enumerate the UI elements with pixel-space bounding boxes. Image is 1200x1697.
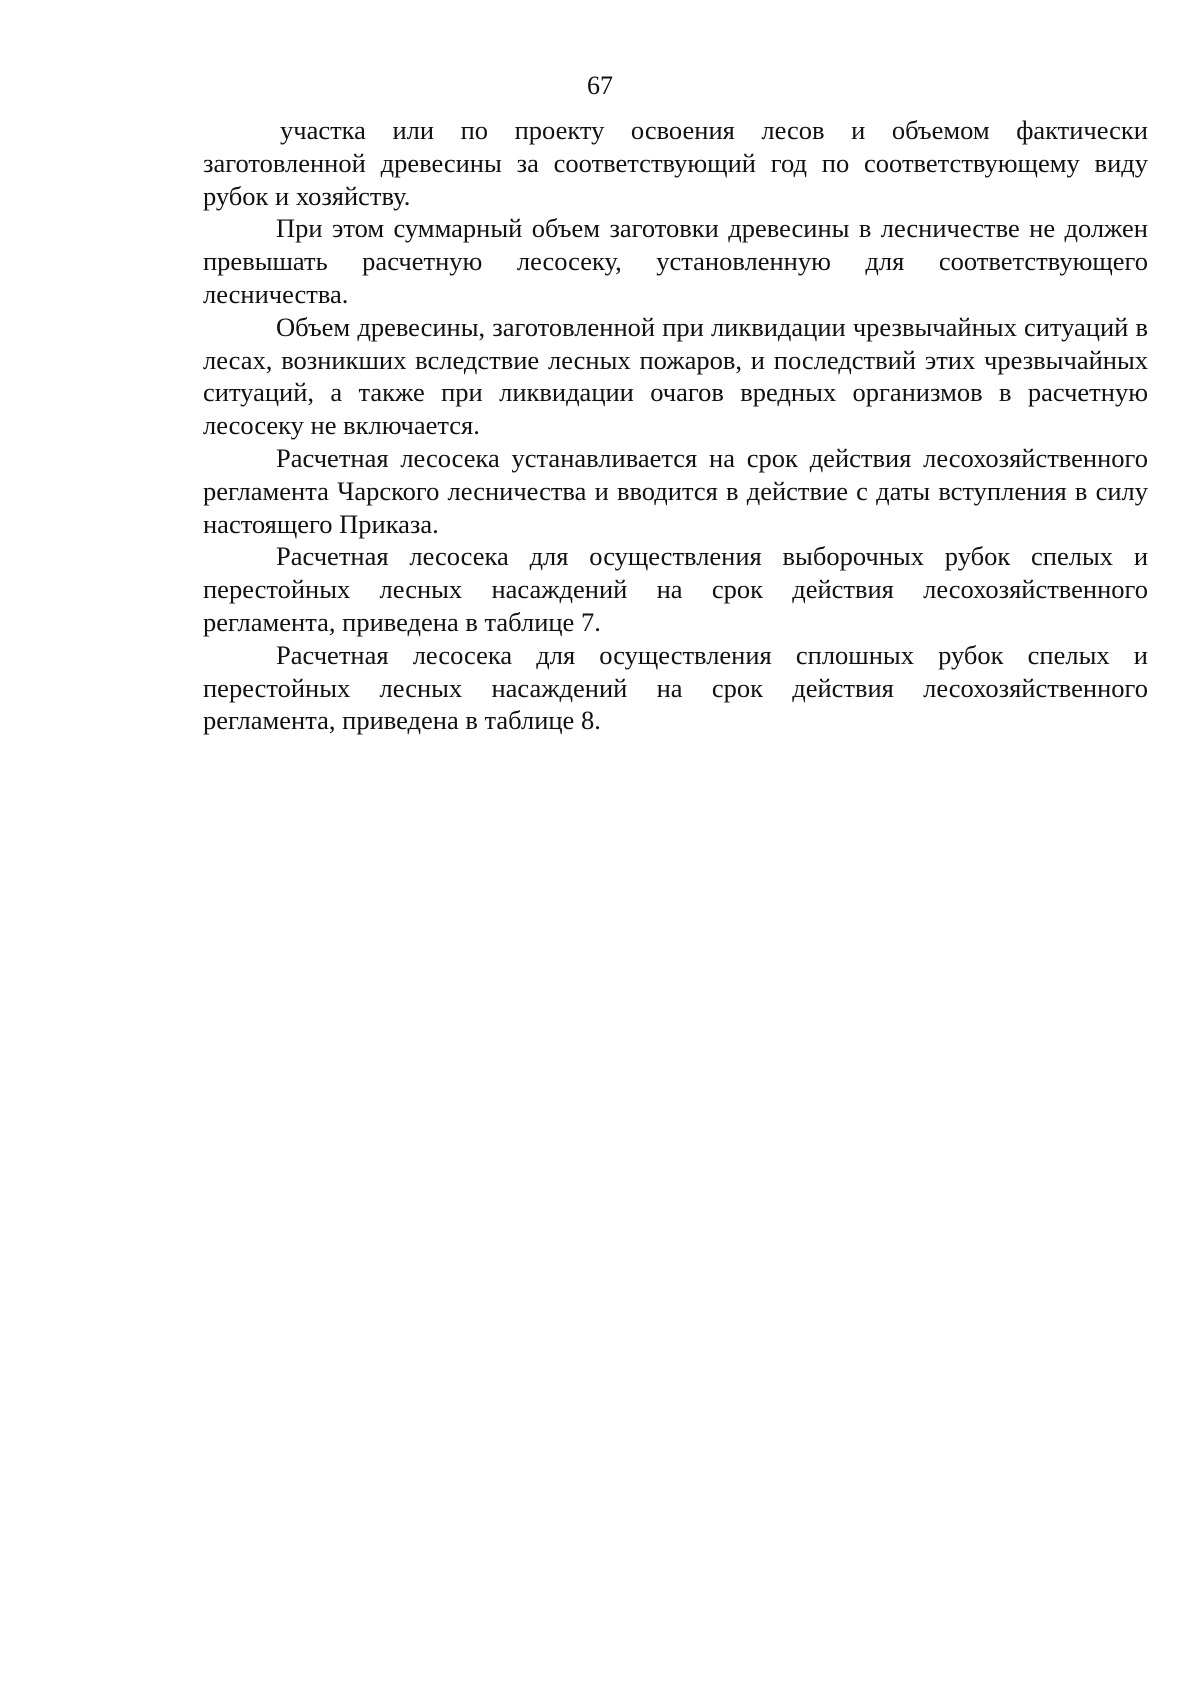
paragraph-validity-term: Расчетная лесосека устанавливается на срок действия лесохозяйственного регламента Чарского лесничества и вводится в действие с даты вступления в силу настоящего Приказа. [203,442,1148,539]
paragraph-selective-felling: Расчетная лесосека для осуществления выборочных рубок спелых и перестойных лесных насаждений на срок действия лесохозяйственного регламента, приведена в таблице 7. [203,541,1148,637]
paragraph-clear-felling: Расчетная лесосека для осуществления сплошных рубок спелых и перестойных лесных насаждений на срок действия лесохозяйственного регламента, приведена в таблице 8. [203,639,1148,736]
body-text [203,114,1148,737]
paragraph-total-volume: При этом суммарный объем заготовки древесины в лесничестве не должен превышать расчетную лесосеку, установленную для соответствующего лесничества. [203,213,1148,309]
paragraph-emergency-volume: Объем древесины, заготовленной при ликвидации чрезвычайных ситуаций в лесах, возникших вследствие лесных пожаров, и последствий этих чрезвычайных ситуаций, а также при ликвидации очагов вредных организмов в расчетную лесосеку не включается. [203,311,1148,441]
page-number: 67 [587,71,613,100]
paragraph-continuation: участка или по проекту освоения лесов и объемом фактически заготовленной древесины за соответствующий год по соответствующему виду рубок и хозяйству. [203,115,1148,211]
